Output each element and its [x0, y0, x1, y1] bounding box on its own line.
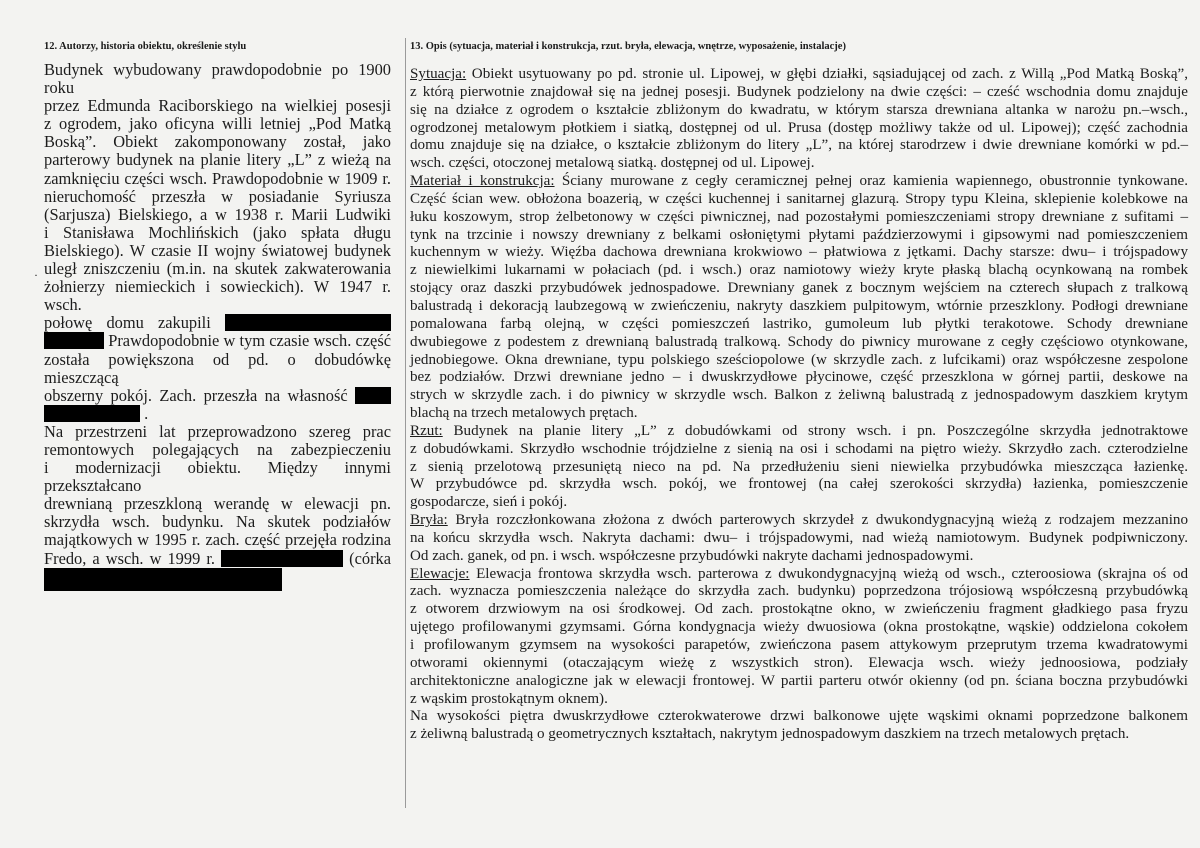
text-line [44, 188, 391, 206]
text-line [44, 206, 391, 224]
line-text: dwubiegowe z podestem z drewnianą balustradą tralkową. Schody do piwnicy murowane z cegły częściowo otynkowane, [410, 333, 1188, 350]
line-text: Na wysokości piętra dwuskrzydłowe czterokwaterowe drzwi balkonowe ujęte wąskimi oknami poprzedzone balkonem [410, 708, 1188, 725]
text-line [410, 334, 1188, 352]
text-line [410, 405, 1188, 423]
text-line [44, 61, 391, 97]
line-text: Bielskiego). W czasie II wojny światowej budynek [44, 240, 391, 260]
line-text: z którą pierwotnie znajdował się na jednej posesji. Budynek podzielony na dwie części: – cześć wschodnia domu znajduje [410, 83, 1188, 100]
line-text: z wąskim prostokątnym oknem). [410, 690, 608, 707]
section-label: Bryła: [410, 512, 448, 529]
text-line [410, 369, 1188, 387]
text-line [410, 298, 1188, 316]
line-text: (córka [349, 548, 392, 568]
line-text: obszerny pokój. Zach. przeszła na własność [44, 385, 348, 405]
section-12-heading: 12. Autorzy, historia obiektu, określenie stylu [44, 41, 247, 52]
text-line [410, 102, 1188, 120]
redaction-block [221, 550, 343, 567]
text-line [410, 548, 1188, 566]
line-text: . [144, 403, 149, 423]
text-line [44, 387, 391, 405]
line-text: Od zach. ganek, od pn. i wsch. współczesne przybudówki nakryte dachami jednospadowymi. [410, 547, 974, 564]
text-line [410, 494, 1188, 512]
line-text: otworami okiennymi (otaczającym wieżę z wszystkich stron). Elewacja wsch. wieży jednoosiowa, podziały [410, 654, 1188, 671]
text-line [44, 133, 391, 151]
description-text-column [410, 66, 1188, 744]
line-text: z ogrodem, jako oficyna willi letniej „Pod Matką [44, 114, 391, 134]
history-text-column [44, 61, 391, 592]
text-line [44, 224, 391, 242]
line-text: skrzydła wsch. budynku. Na skutek podziałów [44, 512, 391, 532]
line-text: Na przestrzeni lat przeprowadzono szereg prac [44, 421, 391, 441]
text-line [410, 280, 1188, 298]
text-line [410, 387, 1188, 405]
line-text: Elewacja frontowa skrzydła wsch. parterowa z dwukondygnacyjną wieżą od wsch., czteroosiowa (skrajna oś od [469, 565, 1188, 582]
line-text: domu znajduje się na działce, o kształcie zbliżonym do litery „L”, na której starodrzew i dwie drewniane komórki w pd.– [410, 137, 1188, 154]
line-text: się na działce z ogrodem o kształcie zbliżonym do kwadratu, w którym starsza drewniana altanka w narożu pn.–wsch., [410, 101, 1188, 118]
text-line [44, 97, 391, 115]
line-text: Obiekt usytuowany po pd. stronie ul. Lipowej, w głębi działki, sąsiadującej od zach. z Willą „Pod Matką Boską”, [466, 66, 1188, 82]
text-line [410, 530, 1188, 548]
section-13-heading: 13. Opis (sytuacja, materiał i konstrukcja, rzut. bryła, elewacja, wnętrze, wyposażenie, instalacje) [410, 41, 846, 52]
scan-speck: · [34, 268, 38, 282]
text-line [44, 278, 391, 314]
text-line [410, 691, 1188, 709]
text-line [44, 441, 391, 459]
line-text: z dobudówkami. Skrzydło wschodnie trójdzielne z sienią na osi i schodami na piętro wieży. Skrzydło zach. czterodzielne [410, 440, 1188, 457]
line-text: Ściany murowane z cegły ceramicznej pełnej oraz kamienia wapiennego, obustronnie tynkowane. [554, 173, 1188, 190]
line-text: drewnianą przeszkloną werandę w elewacji pn. [44, 494, 391, 514]
text-line [410, 637, 1188, 655]
line-text: łuku koszowym, strop żelbetonowy w części piwnicznej, nad pozostałymi pomieszczeniami stropy drewniane z sufitami – [410, 208, 1188, 225]
line-text: z niewielkimi lukarnami w połaciach (pd. i wsch.) oraz namiotowy wieży kryte płaską blachą ocynkowaną na rombek [410, 262, 1188, 279]
text-line [44, 115, 391, 133]
text-line [44, 242, 391, 260]
line-text: uległ zniszczeniu (m.in. na skutek zakwaterowania [44, 259, 391, 279]
text-line [410, 459, 1188, 477]
text-line [410, 441, 1188, 459]
line-text: blachą na trzech metalowych prętach. [410, 405, 638, 422]
text-line [410, 726, 1188, 744]
text-line [410, 227, 1188, 245]
text-line [44, 495, 391, 513]
line-text: ujętego profilowanymi gzymsami. Górna kondygnacja wieży dwuosiowa (okna prostokątne, wąskie) oddzielona cokołem [410, 619, 1188, 636]
text-line [410, 566, 1188, 584]
text-line [44, 351, 391, 387]
text-line [410, 583, 1188, 601]
line-text: W przybudówce pd. skrzydła wsch. pokój, we frontowej (na całej szerokości skrzydła) łazienka, pomieszczenie [410, 476, 1188, 493]
line-text: Część ścian wew. obłożona boazerią, w części kuchennej i sanitarnej glazurą. Stropy typu Kleina, sklepienie kolebkowe na [410, 190, 1188, 207]
line-text: pomalowana farbą olejną, w części pomieszczeń lastriko, gumoleum lub płytki terakotowe. Schody drewniane [410, 315, 1188, 332]
section-label: Sytuacja: [410, 66, 467, 82]
line-text: jednobiegowe. Okna drewniane, typu polskiego sześciopolowe (w skrzydle zach. z lufcikami) oraz współczesne zespolone [410, 351, 1188, 368]
text-line [44, 314, 391, 332]
text-line [44, 568, 391, 592]
line-text: stojący oraz daszki przybudówek jednospadowe. Drewniany ganek z bocznym wejściem na czterech słupach z tralkową [410, 280, 1188, 297]
text-line [410, 655, 1188, 673]
text-line [410, 601, 1188, 619]
line-text: kuchennym w wieży. Więźba dachowa drewniana krokwiowo – płatwiowa z jętkami. Dachy starsze: dwu– i trójspadowy [410, 244, 1188, 261]
line-text: parterowy budynek na planie litery „L” z wieżą na [44, 150, 391, 170]
line-text: na końcu skrzydła wsch. Nakryta dachami: dwu– i trójspadowymi, nad wieżą namiotowym. Budynek podpiwniczony. [410, 529, 1188, 546]
text-line [410, 316, 1188, 334]
text-line [44, 170, 391, 188]
line-text: nieruchomość przeszła w posiadanie Syriusza [44, 186, 391, 206]
line-text: bez podziałów. Drzwi drewniane jedno – i dwuskrzydłowe płycinowe, część przeszklona w górnej partii, deskowe na [410, 369, 1188, 386]
text-line [410, 244, 1188, 262]
redaction-block [44, 332, 104, 349]
section-label: Elewacje: [410, 565, 470, 582]
line-text: i Stanisława Mochlińskich (jako spłata długu [44, 222, 391, 242]
line-text: żołnierzy niemieckich i sowieckich). W 1947 r. wsch. [44, 277, 391, 315]
text-line [44, 332, 391, 350]
line-text: przez Edmunda Raciborskiego na wielkiej posesji [44, 96, 391, 116]
column-divider [405, 38, 406, 808]
text-line [44, 423, 391, 441]
text-line [44, 459, 391, 495]
line-text: z żeliwną balustradą o geometrycznych kształtach, nakrytym jednospadowym daszkiem na trzech metalowych prętach. [410, 726, 1130, 743]
text-line [410, 173, 1188, 191]
line-text: zach. wyznacza pomieszczenia należące do skrzydła zach. budynku) poprzedzona trójosiową współczesną przybudówką [410, 583, 1188, 600]
text-line [44, 405, 391, 423]
line-text: wsch. części, otoczonej metalową siatką. dostępnej od ul. Lipowej. [410, 155, 815, 172]
redaction-block [355, 387, 391, 404]
text-line [44, 531, 391, 549]
line-text: Boską”. Obiekt zakomponowany został, jako [44, 132, 391, 152]
text-line [44, 260, 391, 278]
text-line [410, 191, 1188, 209]
text-line [410, 84, 1188, 102]
section-label: Rzut: [410, 422, 443, 439]
text-line [410, 120, 1188, 138]
line-text: Fredo, a wsch. w 1999 r. [44, 548, 215, 568]
line-text: majątkowych w 1995 r. zach. część przejęła rodzina [44, 530, 391, 550]
text-line [410, 708, 1188, 726]
text-line [410, 262, 1188, 280]
text-line [44, 513, 391, 531]
line-text: z otworem drzwiowym na osi środkowej. Od zach. prostokątne okno, w zwieńczeniu fragment gładkiego pasa fryzu [410, 601, 1188, 618]
line-text: tynk na trzcinie i nowszy drewniany z belkami osłoniętymi płytami paździerzowymi i gipsowymi nad pomieszczeniem [410, 226, 1188, 243]
line-text: strych w skrzydle zach. i do piwnicy w skrzydle wsch. Balkon z żeliwną balustradą z jednospadowym daszkiem krytym [410, 387, 1188, 404]
line-text: (Sarjusza) Bielskiego, a w 1938 r. Marii Ludwiki [44, 204, 391, 224]
redaction-block [225, 314, 391, 331]
text-line [410, 423, 1188, 441]
line-text: ogrodzonej metalowym płotkiem i siatką, dostępnej od ul. Prusa (dostęp możliwy także od ul. Lipowej); część zachodnia [410, 119, 1188, 136]
text-line [410, 512, 1188, 530]
line-text: z sienią przelotową przesuniętą nieco na pd. Na przedłużeniu sieni niewielka przybudówka mieszcząca łazienkę. [410, 458, 1188, 475]
line-text: Budynek wybudowany prawdopodobnie po 1900 roku [44, 60, 391, 98]
line-text: Budynek na planie litery „L” z dobudówkami od strony wsch. i pn. Poszczególne skrzydła jednotraktowe [442, 422, 1188, 439]
text-line [410, 137, 1188, 155]
line-text: Prawdopodobnie w tym czasie wsch. część [108, 331, 391, 351]
text-line [410, 476, 1188, 494]
redaction-block [44, 405, 140, 422]
text-line [410, 66, 1188, 84]
line-text: gospodarcze, sień i pokój. [410, 494, 568, 511]
line-text: połowę domu zakupili [44, 313, 211, 333]
line-text: została powiększona od pd. o dobudówkę mieszczącą [44, 349, 391, 387]
text-line [44, 151, 391, 169]
line-text: balustradą i dekoracją laubzegową w zwieńczeniu, nakryty daszkiem pulpitowym, wtórnie przeszklony. Podłogi drewniane [410, 297, 1188, 314]
line-text: architektoniczne analogiczne jak w elewacji frontowej. W partii parteru otwór okienny (od pn. ściana boczna przybudówki [410, 672, 1188, 689]
line-text: i profilowanym gzymsem na wysokości parapetów, zwieńczona pasem attykowym przeprutym trzema kwadratowymi [410, 637, 1188, 653]
text-line [44, 550, 391, 568]
line-text: Bryła rozczłonkowana złożona z dwóch parterowych skrzydeł z dwukondygnacyjną wieżą z rodzajem mezzanino [447, 512, 1188, 529]
line-text: zamknięciu części wsch. Prawdopodobnie w 1909 r. [44, 168, 391, 188]
text-line [410, 155, 1188, 173]
line-text: remontowych polegających na zabezpieczeniu [44, 439, 391, 459]
text-line [410, 209, 1188, 227]
text-line [410, 352, 1188, 370]
text-line [410, 619, 1188, 637]
section-label: Materiał i konstrukcja: [410, 173, 555, 190]
redaction-block [44, 568, 282, 591]
line-text: i modernizacji obiektu. Między innymi przekształcano [44, 458, 391, 496]
text-line [410, 673, 1188, 691]
